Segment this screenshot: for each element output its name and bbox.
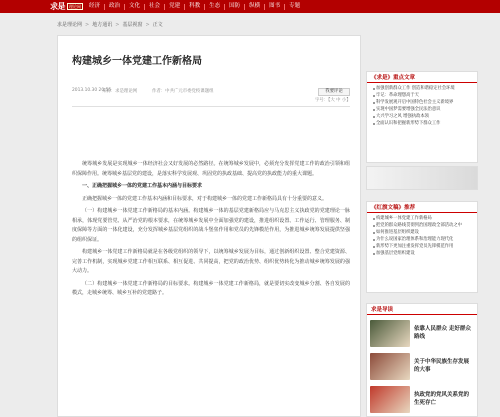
redflag-article-link[interactable]: 如何推进基层组织建设 <box>373 229 473 236</box>
logo-mark: 求是 <box>50 2 65 11</box>
article-card <box>57 35 361 417</box>
nav-item[interactable]: 生态 <box>209 3 221 9</box>
redflag-article-link[interactable]: 把党的群众路线贯彻到治国理政全部活动之中 <box>373 222 473 229</box>
feature-list <box>367 318 477 414</box>
logo-subtitle: 理论网 <box>69 4 81 9</box>
panel-title-focus: 《求是》重点文章 <box>367 72 477 83</box>
nav-item[interactable]: 党建 <box>169 3 181 9</box>
nav-separator <box>244 4 245 10</box>
nav-item[interactable]: 国防 <box>229 3 241 9</box>
feature-thumbnail <box>370 353 410 380</box>
focus-article-link[interactable]: 科学发展观开启中国特色社会主义新境界 <box>373 99 473 106</box>
nav-separator <box>144 4 145 10</box>
nav-separator <box>204 4 205 10</box>
breadcrumb-separator: > <box>85 21 90 28</box>
article-meta <box>72 88 348 95</box>
article-date: 2013.10.30 20:55 <box>72 88 112 93</box>
nav-separator <box>124 4 125 10</box>
site-logo[interactable] <box>50 1 83 12</box>
nav-separator <box>184 4 185 10</box>
breadcrumb-item[interactable]: 求是理论网 <box>57 22 83 28</box>
breadcrumb-item: 正文 <box>152 22 163 28</box>
nav-separator <box>264 4 265 10</box>
redflag-article-link[interactable]: 构建城乡一体党建工作新格局 <box>373 215 473 222</box>
article-author: 作者：中共广元市委党校课题组 <box>152 89 214 94</box>
nav-item[interactable]: 社会 <box>149 3 161 9</box>
feature-title: 执政党的党风关系党的生死存亡 <box>414 392 470 406</box>
nav-separator <box>284 4 285 10</box>
redflag-article-list <box>367 213 477 257</box>
nav-item[interactable]: 纵横 <box>249 3 261 9</box>
paragraph: 构建城乡一体党建工作新格局就是在各级党组织的领导下，以统筹城乡发展为目标，通过创新组织设置、整合党建资源、完善工作机制，实现城乡党建工作相互联系、相互促进、共同提高，把党的政治优势、组织优势转化为推动城乡统筹发展的强大动力。 <box>72 249 350 274</box>
meta-divider <box>72 106 350 107</box>
feature-item[interactable] <box>370 351 474 381</box>
panel-title-redflag: 《红旗文稿》推荐 <box>367 202 477 213</box>
breadcrumb-item[interactable]: 基层视窗 <box>122 22 143 28</box>
redflag-article-link[interactable]: 为什么说国家治理体系和治理能力现代化 <box>373 236 473 243</box>
paragraph: 统筹城乡发展是实现城乡一体经济社会又好发展的必然路径。在统筹城乡发展中，必须充分发挥党建工作的政治引领和组织保障作用。统筹城乡基层党的建设，是落实科学发展观、巩固党的执政基础、提高党的执政能力的重大课题。 <box>72 161 350 177</box>
nav-item[interactable]: 图书 <box>269 3 281 9</box>
focus-article-link[interactable]: 全面认识和把握新形势下群众工作 <box>373 120 473 127</box>
nav-menu <box>86 0 303 13</box>
section-heading: 一、正确把握城乡一体的党建工作基本内涵与目标要求 <box>82 183 203 189</box>
nav-separator <box>224 4 225 10</box>
article-title: 构建城乡一体党建工作新格局 <box>72 56 202 67</box>
focus-article-link[interactable]: 实现中国梦需要增强全民法治意识 <box>373 106 473 113</box>
nav-item[interactable]: 政治 <box>109 3 121 9</box>
nav-item[interactable]: 专题 <box>289 3 301 9</box>
comment-button[interactable]: 我要评论 <box>318 88 350 96</box>
feature-item[interactable] <box>370 384 474 414</box>
breadcrumb <box>57 20 163 29</box>
article-source: 来源：求是理论网 <box>102 89 138 94</box>
sidebar <box>366 35 478 417</box>
breadcrumb-separator: > <box>115 21 120 28</box>
feature-title: 依靠人民群众 走好群众路线 <box>414 326 471 340</box>
feature-item[interactable] <box>370 318 474 348</box>
feature-thumbnail <box>370 320 410 347</box>
nav-separator <box>164 4 165 10</box>
nav-item[interactable]: 科教 <box>189 3 201 9</box>
sidebar-banner[interactable] <box>366 166 478 190</box>
feature-title: 关于中华民族生存发展的大事 <box>414 359 470 373</box>
redflag-article-link[interactable]: 新形势下更加注重发挥党员先锋模范作用 <box>373 243 473 250</box>
guide-panel <box>366 303 478 417</box>
paragraph: （一）构建城乡一体党建工作新格局的基本内涵。构建城乡一体的基层党建新格局应与马克思主义执政党的党建理论一脉相承，体现党要管党、从严治党的根本要求，在统筹城乡发展中全面加强党的建设，推进组织设置、工作运行、管理服务、制度保障等方面的一体化建设，充分发挥城乡基层党组织的战斗堡垒作用和党员的先锋模范作用，为推进城乡统筹发展提供坚强的组织保证。 <box>72 208 350 243</box>
paragraph: （二）构建城乡一体党建工作新格局的目标要求。构建城乡一体党建工作新格局，就是要切实改变城乡分割、各自发展的模式，走城乡统筹、城乡互补的党建路子。 <box>72 280 350 296</box>
breadcrumb-item[interactable]: 地方通讯 <box>92 22 113 28</box>
top-navigation-bar <box>0 0 500 13</box>
focus-article-link[interactable]: 牢记：革命理想高于天 <box>373 92 473 99</box>
panel-title-guide: 求是导读 <box>367 304 477 315</box>
nav-item[interactable]: 文化 <box>129 3 141 9</box>
breadcrumb-separator: > <box>145 21 150 28</box>
redflag-panel <box>366 201 478 293</box>
nav-separator <box>104 4 105 10</box>
focus-article-link[interactable]: 加强创新群众工作 创造和谐稳定社会环境 <box>373 85 473 92</box>
feature-thumbnail <box>370 386 410 413</box>
nav-item[interactable]: 经济 <box>89 3 101 9</box>
qiushi-focus-panel <box>366 71 478 163</box>
article-body <box>72 160 350 302</box>
font-size-control[interactable]: 字号：【大 中 小】 <box>315 98 351 103</box>
redflag-article-link[interactable]: 加强基层党组织建设 <box>373 250 473 257</box>
paragraph: 正确把握城乡一体的党建工作基本内涵和目标要求，对于构建城乡一体的党建工作新格局具有十分重要的意义。 <box>82 195 328 202</box>
focus-article-list <box>367 83 477 127</box>
focus-article-link[interactable]: 大兴学习之风 增强执政本领 <box>373 113 473 120</box>
